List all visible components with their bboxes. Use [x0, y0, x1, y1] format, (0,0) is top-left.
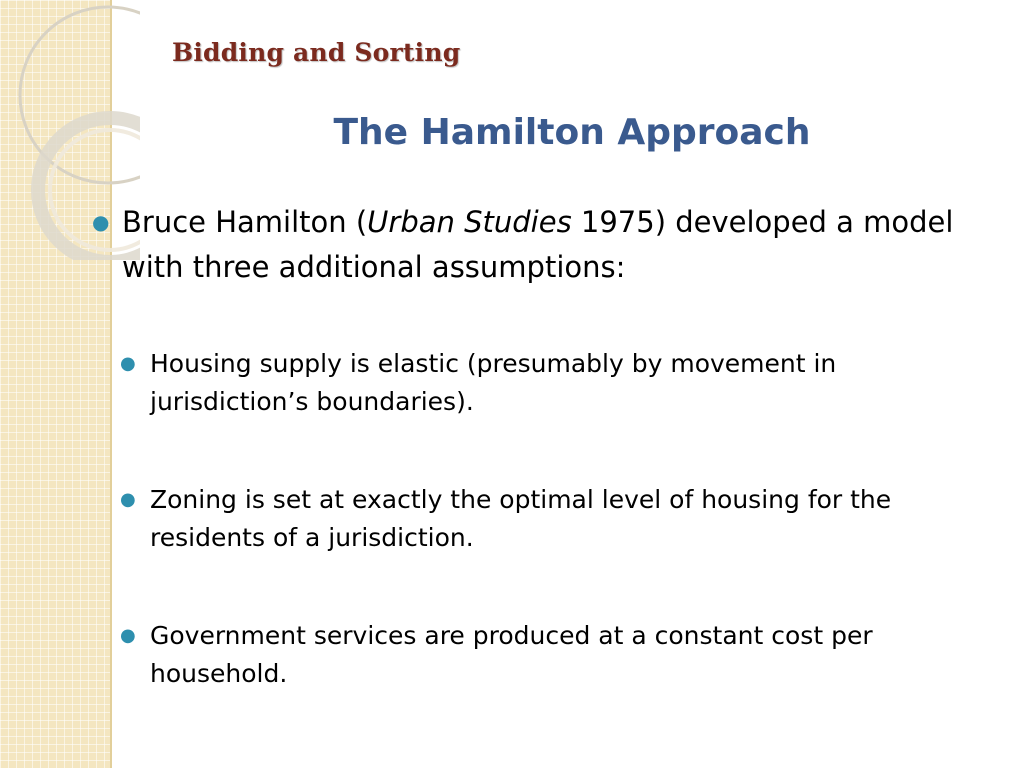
sub-bullet-text: Government services are produced at a constant cost per household. [150, 621, 873, 688]
sub-bullet-text: Zoning is set at exactly the optimal level of housing for the residents of a jurisdiction. [150, 485, 892, 552]
slide-content [90, 200, 990, 693]
main-bullet-prefix: Bruce Hamilton ( [122, 205, 368, 239]
bullet-icon: ● [92, 210, 110, 234]
main-bullet-text [122, 200, 990, 290]
sub-bullet [120, 345, 990, 421]
bullet-icon: ● [120, 489, 136, 510]
slide-header: Bidding and Sorting [172, 38, 461, 67]
sub-bullet [120, 481, 990, 557]
main-bullet-italic: Urban Studies [367, 205, 572, 239]
bullet-icon: ● [120, 625, 136, 646]
main-bullet [90, 200, 990, 290]
slide-title: The Hamilton Approach [333, 112, 811, 153]
bullet-icon: ● [120, 353, 136, 374]
sub-bullet-text: Housing supply is elastic (presumably by movement in jurisdiction’s boundaries). [150, 349, 837, 416]
sub-bullet [120, 617, 990, 693]
main-bullet-suffix: 1975) developed a model with three additional assumptions: [122, 205, 954, 284]
